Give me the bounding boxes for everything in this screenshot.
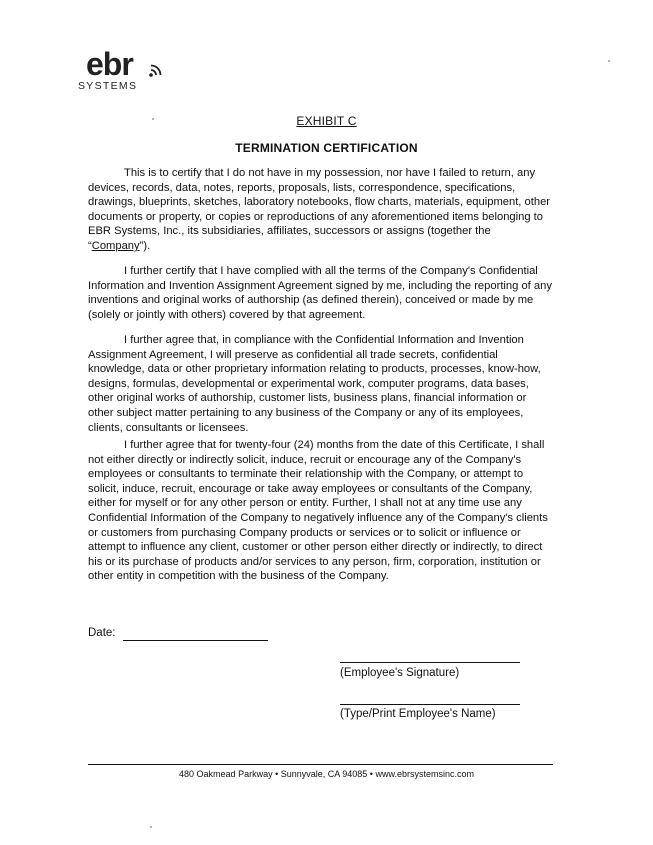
paragraph-4-text: I further agree that for twenty-four (24) months from the date of this Certificate, I shall not either directly or indirectly solicit, induce, recruit or encourage any of the Company's employees or consultants to terminate their relationship with the Company, or attempt to solicit, induce, recruit, encourage or take away employees or consultants of the Company, either for myself or for any other person or entity. Further, I shall not at any time use any Confidential Information of the Company to negatively influence any of the Company's clients or customers from purchasing Company products or services or to solicit or influence or attempt to influence any client, customer or other person either directly or indirectly, to direct his or its purchase of products and/or services to any person, firm, corporation, institution or other entity in competition with the business of the Company. (88, 439, 548, 583)
date-field[interactable] (123, 640, 268, 641)
defined-term-company: Company (91, 239, 140, 252)
paragraph-2-text: I further certify that I have complied with all the terms of the Company's Confidential Information and Invention Assignment Agreement signed by me, including the reporting of any inventions and original works of authorship (as defined therein), conceived or made by me (solely or jointly with others) covered by that agreement. (88, 265, 552, 321)
paragraph-compliance (88, 264, 553, 322)
employee-signature-field[interactable] (340, 662, 520, 663)
logo-wordmark: ebr (86, 46, 133, 82)
employee-name-label: (Type/Print Employee's Name) (340, 708, 496, 720)
exhibit-heading: EXHIBIT C (296, 114, 357, 128)
paragraph-confidentiality (88, 333, 553, 435)
employee-signature-label: (Employee's Signature) (340, 667, 460, 679)
paragraph-3-text: I further agree that, in compliance with the Confidential Information and Invention Assignment Agreement, I will preserve as confidential all trade secrets, confidential knowledge, data or other proprietary information relating to products, processes, know-how, designs, formulas, developmental or experimental work, computer programs, data bases, other original works of authorship, customer lists, business plans, financial information or other subject matter pertaining to any business of the Company or any of its employees, clients, consultants or licensees. (88, 334, 541, 434)
paragraph-certification (88, 166, 553, 254)
logo-subtitle: SYSTEMS (78, 80, 138, 92)
footer-address: 480 Oakmead Parkway • Sunnyvale, CA 94085 • www.ebrsystemsinc.com (179, 769, 474, 779)
document-title: TERMINATION CERTIFICATION (235, 141, 418, 155)
signal-icon (148, 62, 164, 78)
paragraph-non-solicitation (88, 438, 553, 584)
employee-name-field[interactable] (340, 704, 520, 705)
footer-divider (88, 764, 553, 765)
paragraph-1-end: ”). (139, 239, 151, 252)
date-label: Date: (88, 627, 116, 639)
company-logo (78, 48, 168, 94)
scan-speck (152, 118, 154, 120)
scan-speck (150, 826, 152, 828)
paragraph-1-text: This is to certify that I do not have in my possession, nor have I failed to return, any devices, records, data, notes, reports, proposals, lists, correspondence, specifications, drawings, blueprints, sketches, laboratory notebooks, flow charts, materials, equipment, other documents or property, or copies or reproductions of any aforementioned items belonging to EBR Systems, Inc., its subsidiaries, affiliates, successors or assigns (together the “ (88, 167, 551, 252)
scan-speck (608, 60, 610, 62)
